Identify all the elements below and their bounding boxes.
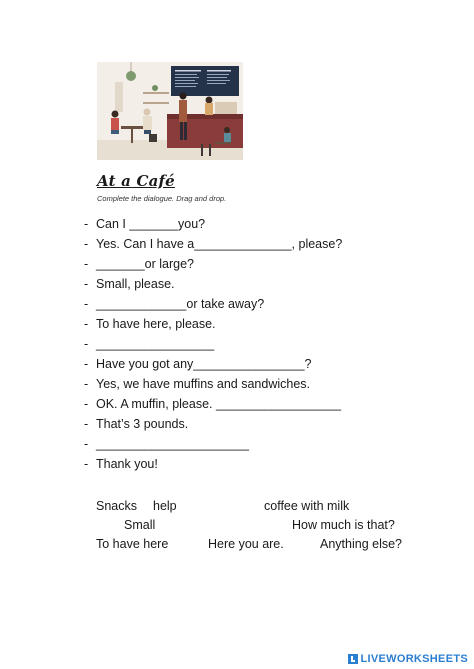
worksheet-title: At a Café (97, 172, 175, 190)
dialogue-text: Yes, we have muffins and sandwiches. (96, 377, 311, 391)
word-bank-item[interactable]: Here you are. (208, 537, 284, 551)
dialogue-line (84, 257, 194, 271)
dialogue-dash: - (84, 417, 89, 431)
dialogue-text: _______or large? (96, 257, 194, 271)
dialogue-dash: - (84, 377, 89, 391)
dialogue-text: Small, please. (96, 277, 175, 291)
dialogue-line (84, 437, 249, 451)
dialogue-line (84, 297, 265, 311)
dialogue-dash: - (84, 317, 89, 331)
cafe-scene-image (97, 62, 243, 160)
word-bank-item[interactable]: help (153, 499, 177, 513)
dialogue-dash: - (84, 457, 89, 471)
dialogue-text: OK. A muffin, please. __________________ (96, 397, 342, 411)
dialogue-line (84, 397, 342, 411)
dialogue-text: ______________________ (96, 437, 249, 451)
dialogue-line (84, 337, 215, 351)
dialogue-dash: - (84, 397, 89, 411)
dialogue-dash: - (84, 337, 89, 351)
dialogue-text: To have here, please. (96, 317, 216, 331)
dialogue-dash: - (84, 257, 89, 271)
dialogue-dash: - (84, 297, 89, 311)
dialogue-line (84, 457, 158, 471)
dialogue-dash: - (84, 277, 89, 291)
word-bank-item[interactable]: Snacks (96, 499, 137, 513)
brand-name: LIVEWORKSHEETS (360, 653, 468, 665)
dialogue-text: That’s 3 pounds. (96, 417, 189, 431)
word-bank-item[interactable]: Small (124, 518, 156, 532)
dialogue-line (84, 357, 312, 371)
word-bank-item[interactable]: coffee with milk (264, 499, 350, 513)
dialogue-line (84, 317, 216, 331)
dialogue-line (84, 217, 206, 231)
dialogue-dash: - (84, 357, 89, 371)
worksheet-instructions: Complete the dialogue. Drag and drop. (97, 194, 227, 203)
dialogue-dash: - (84, 437, 89, 451)
dialogue-text: Can I _______you? (96, 217, 206, 231)
cafe-illustration (97, 62, 243, 160)
liveworksheets-logo (348, 653, 469, 665)
dialogue-text: _________________ (96, 337, 215, 351)
word-bank-item[interactable]: How much is that? (292, 518, 395, 532)
dialogue-dash: - (84, 237, 89, 251)
word-bank-item[interactable]: To have here (96, 537, 169, 551)
dialogue-line (84, 377, 311, 391)
dialogue-line (84, 277, 175, 291)
dialogue-line (84, 417, 189, 431)
word-bank-item[interactable]: Anything else? (320, 537, 403, 551)
dialogue-text: _____________or take away? (96, 297, 265, 311)
checkmark-icon (348, 654, 358, 664)
dialogue-text: Have you got any________________? (96, 357, 312, 371)
dialogue-dash: - (84, 217, 89, 231)
dialogue-text: Thank you! (96, 457, 158, 471)
dialogue-text: Yes. Can I have a______________, please? (96, 237, 343, 251)
dialogue-line (84, 237, 343, 251)
